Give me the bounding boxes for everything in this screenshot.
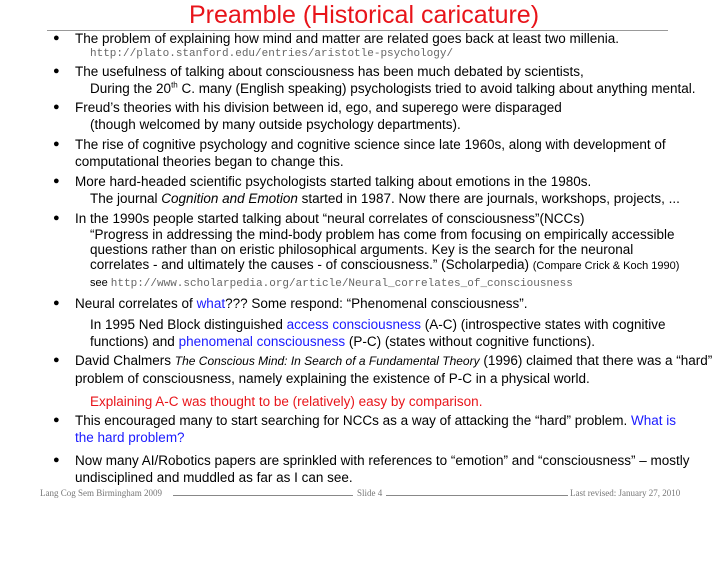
footer-right: Last revised: January 27, 2010 <box>570 488 681 498</box>
footer-center: Slide 4 <box>357 488 383 498</box>
bullet-icon: ● <box>53 454 60 466</box>
bullet-icon: ● <box>53 175 60 187</box>
item-6-line-1: In the 1990s people started talking about “neural correlates of consciousness”(NCCs) <box>75 211 585 226</box>
item-5-line-1: More hard-headed scientific psychologists started talking about emotions in the 1980s. <box>75 174 592 189</box>
item-2-line-1: The usefulness of talking about consciousness has been much debated by scientists, <box>75 64 584 79</box>
item-8-line-2: problem of consciousness, namely explaining the existence of P-C in a physical world. <box>75 371 590 386</box>
item-6-quote-2: questions rather than on eristic philosophical arguments. Key is the search for the neuronal <box>90 242 634 257</box>
item-2-line-2: During the 20th C. many (English speaking) psychologists tried to avoid talking about anything mental. <box>90 80 696 96</box>
item-8-line-1: David Chalmers The Conscious Mind: In Search of a Fundamental Theory (1996) claimed that there was a “hard” <box>75 353 713 368</box>
item-4-line-2: computational theories began to change this. <box>75 154 344 169</box>
bullet-icon: ● <box>53 354 60 366</box>
item-1-line-1: The problem of explaining how mind and matter are related goes back at least two millenia. <box>75 31 620 46</box>
scholarpedia-link[interactable]: http://www.scholarpedia.org/article/Neural_correlates_of_consciousness <box>110 278 573 290</box>
item-4-line-1: The rise of cognitive psychology and cognitive science since late 1960s, along with development of <box>75 137 666 152</box>
footer <box>40 488 688 502</box>
item-6-see-line: see http://www.scholarpedia.org/article/Neural_correlates_of_consciousness <box>90 277 573 290</box>
bullet-icon: ● <box>53 65 60 77</box>
item-6-quote-1: “Progress in addressing the mind-body problem has come from focusing on empirically accessible <box>90 227 675 242</box>
item-3-line-2: (though welcomed by many outside psychology departments). <box>90 117 461 132</box>
footer-rule-left <box>173 495 353 496</box>
bullet-icon: ● <box>53 101 60 113</box>
item-5-line-2: The journal Cognition and Emotion started in 1987. Now there are journals, workshops, projects, ... <box>90 191 680 206</box>
slide-title: Preamble (Historical caricature) <box>188 1 540 29</box>
footer-left: Lang Cog Sem Birmingham 2009 <box>40 488 162 498</box>
item-9-line-1: This encouraged many to start searching for NCCs as a way of attacking the “hard” problem. What is <box>75 413 677 428</box>
bullet-icon: ● <box>53 414 60 426</box>
bullet-icon: ● <box>53 32 60 44</box>
bullet-icon: ● <box>53 138 60 150</box>
item-7-line-2: In 1995 Ned Block distinguished access consciousness (A-C) (introspective states with cognitive <box>90 317 666 332</box>
item-9-line-2: the hard problem? <box>75 430 185 445</box>
footer-rule-right <box>386 495 568 496</box>
item-8-line-3: Explaining A-C was thought to be (relatively) easy by comparison. <box>90 394 483 409</box>
item-1-url[interactable]: http://plato.stanford.edu/entries/aristotle-psychology/ <box>90 48 454 60</box>
item-10-line-2: undisciplined and muddled as far as I can see. <box>75 470 353 485</box>
bullet-icon: ● <box>53 297 60 309</box>
item-7-line-1: Neural correlates of what??? Some respond: “Phenomenal consciousness”. <box>75 296 528 311</box>
item-3-line-1: Freud’s theories with his division between id, ego, and superego were disparaged <box>75 100 562 115</box>
item-10-line-1: Now many AI/Robotics papers are sprinkled with references to “emotion” and “consciousness” – mostly <box>75 453 690 468</box>
bullet-icon: ● <box>53 212 60 224</box>
item-7-line-3: functions) and phenomenal consciousness (P-C) (states without cognitive functions). <box>90 334 596 349</box>
item-6-quote-3: correlates - and ultimately the causes - of consciousness.” (Scholarpedia) (Compare Crick & Koch 1990) <box>90 257 680 272</box>
